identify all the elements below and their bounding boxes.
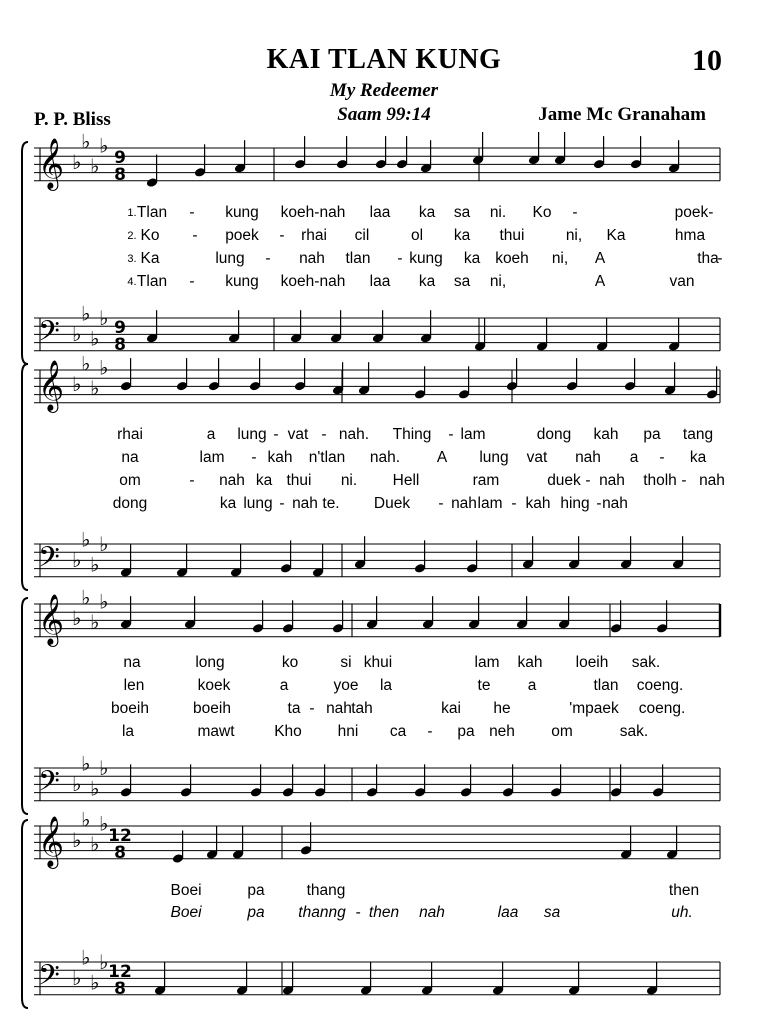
lyric-syllable: duek (547, 472, 581, 489)
lyric-syllable: tlan (345, 250, 371, 267)
lyric-syllable: dong (536, 426, 572, 443)
lyric-syllable: nah. (338, 426, 370, 443)
lyric-syllable: laa (369, 273, 391, 290)
lyric-syllable: laa (369, 204, 391, 221)
lyric-syllable: lung (243, 495, 273, 512)
lyric-syllable: laa (497, 904, 519, 921)
lyric-syllable: cil (354, 227, 370, 244)
lyric-syllable: thui (499, 227, 525, 244)
lyric-syllable: lung (215, 250, 245, 267)
lyric-syllable: ka (219, 495, 237, 512)
lyric-syllable: - (717, 250, 723, 267)
lyric-syllable: ni, (565, 227, 583, 244)
lyric-syllable: lung (479, 449, 509, 466)
lyric-syllable: ka (418, 204, 436, 221)
lyric-syllable: nah (419, 904, 445, 921)
lyric-syllable: kung (225, 273, 259, 290)
lyric-syllable: sak. (631, 654, 661, 671)
lyric-syllable: tlan (593, 677, 619, 694)
lyric-syllable: kai (441, 700, 461, 717)
lyric-syllable: A (594, 273, 606, 290)
bass-clef: 𝄢 (38, 315, 60, 355)
verse-number: 3. (127, 253, 137, 265)
lyric-syllable: a (279, 677, 289, 694)
treble-clef: 𝄞 (38, 594, 65, 645)
lyric-syllable: tang (682, 426, 714, 443)
lyric-syllable: - (659, 449, 665, 466)
music-system-2 (22, 351, 744, 586)
flat-sign: ♭ (90, 609, 100, 634)
lyric-syllable: n'tlan (308, 449, 346, 466)
lyric-syllable: Ka (140, 250, 160, 267)
flat-sign: ♭ (99, 531, 109, 556)
music-system-1 (22, 129, 744, 360)
treble-clef: 𝄞 (38, 138, 65, 189)
time-signature-numerator: 12 (108, 962, 132, 982)
lyric-syllable: - (438, 495, 444, 512)
flat-sign: ♭ (90, 552, 100, 577)
lyric-syllable: ni. (489, 204, 507, 221)
lyric-syllable: te. (322, 495, 340, 512)
lyric-syllable: long (195, 654, 225, 671)
lyric-syllable: na (123, 654, 141, 671)
lyric-syllable: - (681, 472, 687, 489)
lyric-syllable: - (596, 495, 602, 512)
lyric-syllable: sak. (619, 723, 649, 740)
flat-sign: ♭ (81, 129, 91, 154)
lyric-syllable: loeih (575, 654, 609, 671)
song-title: KAI TLAN KUNG (266, 44, 502, 75)
lyric-syllable: - (192, 227, 198, 244)
verse-number: 1. (127, 207, 137, 219)
lyric-syllable: ta (287, 700, 301, 717)
lyric-syllable: sa (453, 204, 471, 221)
lyric-syllable: lam (199, 449, 225, 466)
flat-sign: ♭ (81, 751, 91, 776)
flat-sign: ♭ (90, 970, 100, 995)
lyric-syllable: ni. (340, 472, 358, 489)
lyric-syllable: mawt (197, 723, 235, 740)
flat-sign: ♭ (99, 355, 109, 380)
flat-sign: ♭ (90, 153, 100, 178)
lyric-syllable: Ko (140, 227, 160, 244)
lyric-syllable: Hell (392, 472, 420, 489)
lyric-syllable: then (668, 882, 700, 899)
lyric-syllable: dong (112, 495, 148, 512)
lyric-syllable: ka (463, 250, 481, 267)
lyric-syllable: lam (460, 426, 486, 443)
composer-credit: P. P. Bliss (34, 109, 111, 130)
bass-clef: 𝄢 (38, 959, 60, 999)
flat-sign: ♭ (81, 945, 91, 970)
lyric-syllable: - (189, 273, 195, 290)
lyric-syllable: Ko (532, 204, 552, 221)
lyric-syllable: - (321, 426, 327, 443)
flat-sign: ♭ (90, 831, 100, 856)
lyric-syllable: pa (247, 882, 265, 899)
treble-clef: 𝄞 (38, 360, 65, 411)
lyric-syllable: poek- (674, 204, 714, 221)
flat-sign: ♭ (81, 807, 91, 832)
lyric-syllable: koeh (495, 250, 529, 267)
lyric-syllable: - (189, 204, 195, 221)
lyric-syllable: tah (351, 700, 373, 717)
lyric-syllable: - (427, 723, 433, 740)
lyric-syllable: - (279, 495, 285, 512)
lyric-syllable: - (511, 495, 517, 512)
lyric-syllable: van (669, 273, 695, 290)
lyric-syllable: pa (457, 723, 475, 740)
lyric-syllable: uh. (671, 904, 693, 921)
lyric-syllable: koek (197, 677, 231, 694)
lyric-syllable: - (251, 449, 257, 466)
system-bracket (22, 820, 28, 1008)
lyric-syllable: sa (543, 904, 561, 921)
lyric-syllable: then (368, 904, 400, 921)
lyric-syllable: lam (477, 495, 503, 512)
staff-graphics (22, 129, 744, 360)
flat-sign: ♭ (99, 589, 109, 614)
lyric-syllable: nah (219, 472, 245, 489)
lyric-syllable: - (189, 472, 195, 489)
lyric-syllable: - (448, 426, 454, 443)
lyric-syllable: tholh (643, 472, 677, 489)
lyric-syllable: Tlan (136, 273, 168, 290)
lyric-syllable: nah (699, 472, 725, 489)
flat-sign: ♭ (81, 351, 91, 376)
flat-sign: ♭ (81, 301, 91, 326)
lyric-syllable: Ka (606, 227, 626, 244)
lyric-syllable: kung (225, 204, 259, 221)
lyric-syllable: Tlan (136, 204, 168, 221)
lyric-syllable: boeih (111, 700, 149, 717)
lyric-syllable: vat (287, 426, 309, 443)
lyric-syllable: a (206, 426, 216, 443)
verse-number: 2. (127, 230, 137, 242)
lyric-syllable: ka (453, 227, 471, 244)
flat-sign: ♭ (72, 371, 82, 396)
lyric-syllable: A (594, 250, 606, 267)
lyric-syllable: sa (453, 273, 471, 290)
lyric-syllable: boeih (193, 700, 231, 717)
lyric-syllable: ni, (489, 273, 507, 290)
flat-sign: ♭ (99, 949, 109, 974)
lyric-syllable: poek (225, 227, 259, 244)
lyric-syllable: nah (326, 700, 352, 717)
page-number: 10 (692, 44, 722, 77)
bass-clef: 𝄢 (38, 541, 60, 581)
flat-sign: ♭ (72, 966, 82, 991)
lyric-syllable: pa (247, 904, 265, 921)
lyric-syllable: kah (517, 654, 543, 671)
flat-sign: ♭ (99, 305, 109, 330)
time-signature-denominator: 8 (114, 843, 126, 863)
lyric-syllable: ka (689, 449, 707, 466)
flat-sign: ♭ (81, 527, 91, 552)
music-system-3 (22, 585, 744, 814)
time-signature-denominator: 8 (114, 335, 126, 355)
lyric-syllable: - (585, 472, 591, 489)
lyric-syllable: a (629, 449, 639, 466)
lyric-syllable: - (265, 250, 271, 267)
flat-sign: ♭ (90, 776, 100, 801)
lyric-syllable: ni, (551, 250, 569, 267)
lyric-syllable: la (379, 677, 393, 694)
flat-sign: ♭ (72, 548, 82, 573)
flat-sign: ♭ (90, 375, 100, 400)
lyric-syllable: Boei (170, 904, 202, 921)
flat-sign: ♭ (72, 827, 82, 852)
lyric-syllable: kah (525, 495, 551, 512)
flat-sign: ♭ (99, 811, 109, 836)
lyric-syllable: rhai (117, 426, 143, 443)
lyric-syllable: - (397, 250, 403, 267)
system-bracket (22, 598, 28, 814)
scripture-reference: Saam 99:14 (337, 104, 431, 125)
lyric-syllable: A (436, 449, 448, 466)
time-signature-denominator: 8 (114, 979, 126, 999)
lyric-syllable: Kho (274, 723, 302, 740)
lyric-syllable: nah. (369, 449, 401, 466)
lyric-syllable: lung (237, 426, 267, 443)
verse-number: 4. (127, 276, 137, 288)
lyric-syllable: lam (474, 654, 500, 671)
lyric-syllable: - (279, 227, 285, 244)
lyric-syllable: om (551, 723, 573, 740)
flat-sign: ♭ (72, 322, 82, 347)
system-bracket (22, 142, 28, 364)
lyric-syllable: hni (337, 723, 359, 740)
lyric-syllable: neh (489, 723, 515, 740)
bass-clef: 𝄢 (38, 765, 60, 805)
lyric-syllable: nah (292, 495, 318, 512)
time-signature-numerator: 9 (114, 318, 126, 338)
song-subtitle: My Redeemer (329, 80, 439, 101)
lyric-syllable: len (123, 677, 145, 694)
lyric-syllable: hma (674, 227, 706, 244)
lyric-syllable: he (493, 700, 511, 717)
time-signature-numerator: 12 (108, 826, 132, 846)
lyric-syllable: ol (410, 227, 424, 244)
time-signature-numerator: 9 (114, 148, 126, 168)
lyric-syllable: nah (599, 472, 625, 489)
lyric-syllable: pa (643, 426, 661, 443)
lyric-syllable: - (572, 204, 578, 221)
system-bracket (22, 364, 28, 590)
flat-sign: ♭ (72, 605, 82, 630)
lyric-syllable: na (121, 449, 139, 466)
lyric-syllable: si (340, 654, 352, 671)
lyric-syllable: ca (389, 723, 407, 740)
lyric-syllable: khui (363, 654, 393, 671)
lyric-syllable: la (121, 723, 135, 740)
lyric-syllable: 'mpaek (569, 700, 619, 717)
time-signature-denominator: 8 (114, 165, 126, 185)
lyric-syllable: nah (451, 495, 477, 512)
author-credit: Jame Mc Granaham (538, 104, 706, 125)
lyric-syllable: hing (560, 495, 590, 512)
music-system-4-refrain (22, 807, 744, 1022)
lyric-syllable: tha (697, 250, 719, 267)
lyric-syllable: ram (472, 472, 500, 489)
lyric-syllable: ko (281, 654, 299, 671)
lyric-syllable: Thing (392, 426, 432, 443)
lyric-syllable: a (527, 677, 537, 694)
lyric-syllable: thui (286, 472, 312, 489)
flat-sign: ♭ (90, 326, 100, 351)
lyric-syllable: vat (526, 449, 548, 466)
lyric-syllable: coeng. (636, 677, 684, 694)
lyric-syllable: thanng (298, 904, 346, 921)
flat-sign: ♭ (99, 133, 109, 158)
lyric-syllable: ka (418, 273, 436, 290)
treble-clef: 𝄞 (38, 816, 65, 867)
lyric-syllable: koeh-nah (280, 204, 346, 221)
flat-sign: ♭ (99, 755, 109, 780)
lyric-syllable: kah (593, 426, 619, 443)
lyric-syllable: ka (255, 472, 273, 489)
lyric-syllable: nah (299, 250, 325, 267)
lyric-syllable: nah (575, 449, 601, 466)
flat-sign: ♭ (81, 585, 91, 610)
lyric-syllable: kung (409, 250, 443, 267)
lyric-syllable: Duek (373, 495, 411, 512)
flat-sign: ♭ (72, 772, 82, 797)
lyric-syllable: te (477, 677, 491, 694)
lyric-syllable: nah (602, 495, 628, 512)
lyric-syllable: kah (267, 449, 293, 466)
lyric-syllable: - (309, 700, 315, 717)
lyric-syllable: Boei (170, 882, 202, 899)
lyric-syllable: om (119, 472, 141, 489)
lyric-syllable: thang (306, 882, 346, 899)
flat-sign: ♭ (72, 149, 82, 174)
lyric-syllable: coeng. (638, 700, 686, 717)
lyric-syllable: - (273, 426, 279, 443)
lyric-syllable: koeh-nah (280, 273, 346, 290)
lyric-syllable: rhai (301, 227, 327, 244)
lyric-syllable: - (355, 904, 361, 921)
lyric-syllable: yoe (333, 677, 359, 694)
